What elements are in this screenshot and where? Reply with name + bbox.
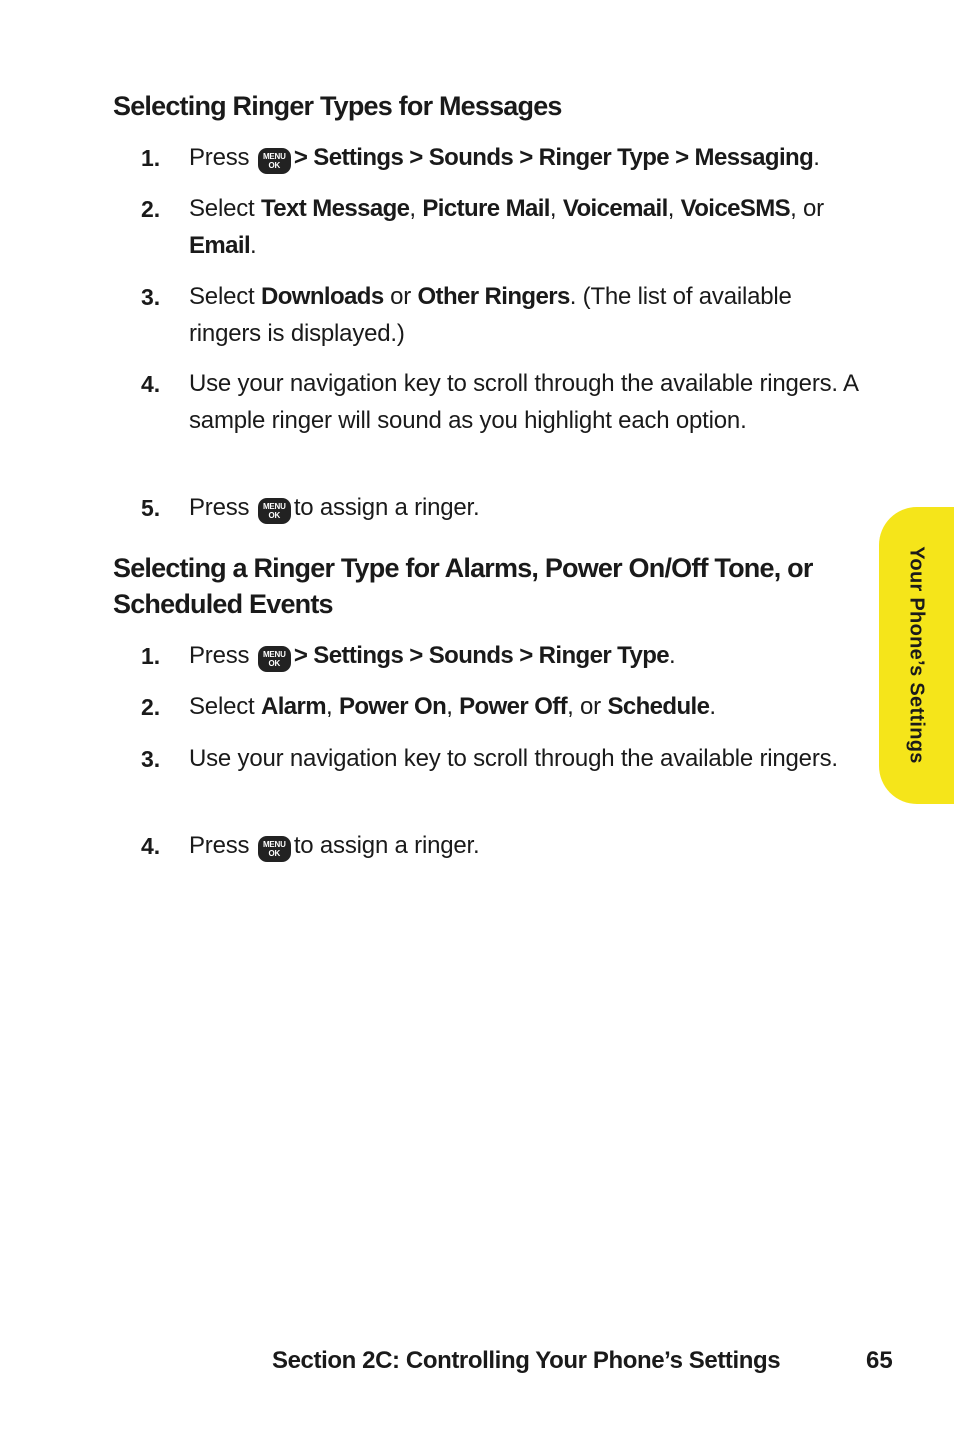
step-text: Press bbox=[189, 144, 250, 171]
option-other-ringers: Other Ringers bbox=[417, 283, 570, 310]
option-text-message: Text Message bbox=[260, 195, 410, 222]
option-picture-mail: Picture Mail bbox=[422, 195, 550, 222]
option-voicemail: Voicemail bbox=[562, 195, 668, 222]
side-tab-label: Your Phone’s Settings bbox=[905, 546, 928, 764]
step-number: 1. bbox=[141, 643, 161, 669]
step-number: 3. bbox=[141, 746, 161, 772]
step-number: 2. bbox=[141, 694, 161, 720]
section-heading-alarms: Selecting a Ringer Type for Alarms, Power On/Off Tone, or Scheduled Events bbox=[113, 553, 813, 619]
option-power-off: Power Off bbox=[459, 693, 568, 720]
page-number: 65 bbox=[866, 1347, 893, 1374]
menu-path: > Settings > Sounds > Ringer Type bbox=[293, 642, 669, 669]
option-power-on: Power On bbox=[338, 693, 447, 720]
option-schedule: Schedule bbox=[607, 693, 710, 720]
step-number: 2. bbox=[141, 196, 161, 222]
menu-ok-key-icon: MENU OK bbox=[258, 646, 291, 672]
step-number: 4. bbox=[141, 371, 161, 397]
menu-ok-key-icon: MENU OK bbox=[258, 148, 291, 174]
option-voicesms: VoiceSMS bbox=[680, 195, 791, 222]
menu-ok-key-icon: MENU OK bbox=[258, 836, 291, 862]
step-number: 5. bbox=[141, 495, 161, 521]
step-number: 3. bbox=[141, 284, 161, 310]
step-number: 4. bbox=[141, 833, 161, 859]
footer-section-title: Section 2C: Controlling Your Phone’s Settings bbox=[272, 1347, 781, 1374]
option-email: Email bbox=[189, 231, 251, 259]
step-number: 1. bbox=[141, 145, 161, 171]
menu-path: > Settings > Sounds > Ringer Type > Messaging bbox=[293, 144, 814, 171]
step-text: Use your navigation key to scroll through the available ringers. A sample ringer will sound as you highlight each option. bbox=[189, 370, 858, 434]
section-heading-messages: Selecting Ringer Types for Messages bbox=[113, 91, 562, 121]
option-alarm: Alarm bbox=[260, 693, 327, 720]
menu-ok-key-icon: MENU OK bbox=[258, 498, 291, 524]
step-text: Use your navigation key to scroll through the available ringers. bbox=[189, 745, 838, 772]
option-downloads: Downloads bbox=[260, 283, 384, 310]
